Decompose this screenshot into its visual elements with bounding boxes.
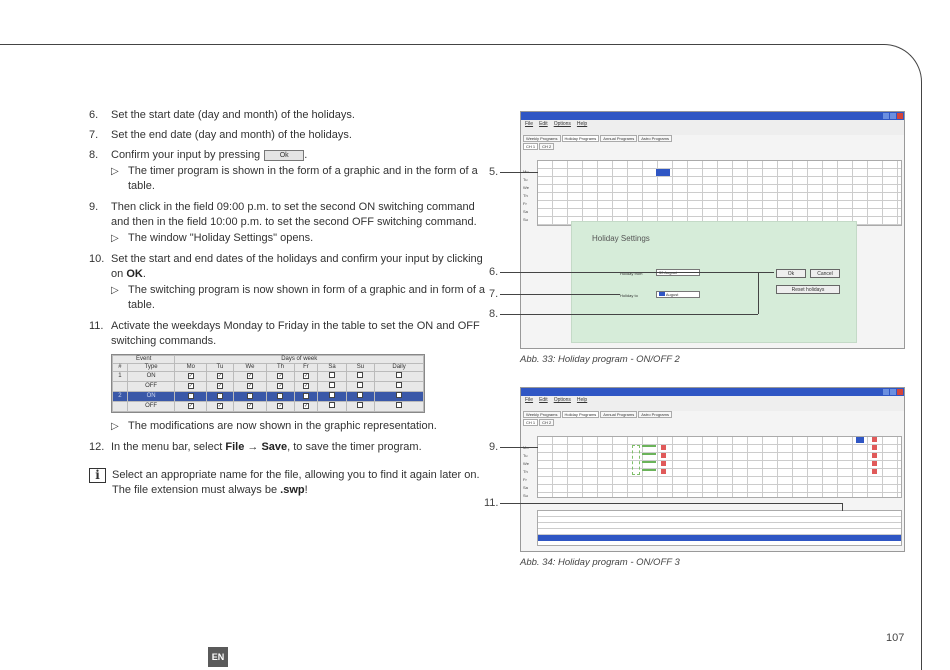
step-12 (89, 440, 489, 455)
note-text-part: Select an appropriate name for the file, allowing you to find it again later on. The file extension must always be (112, 469, 480, 496)
callout-line (758, 272, 759, 314)
callout-line (842, 503, 843, 511)
step-text: Then click in the field 09:00 p.m. to set the second ON switching command and then in the field 10:00 p.m. to set the second OFF switching command. (111, 201, 477, 228)
result-text: The modifications are now shown in the graphic representation. (128, 420, 437, 432)
day-label: Fr (523, 477, 527, 482)
day-label: Su (523, 493, 528, 498)
off-markers (872, 437, 877, 475)
step-text: Activate the weekdays Monday to Friday in the table to set the ON and OFF switching commands. (111, 320, 480, 347)
step-number: 9. (89, 201, 99, 213)
checkbox-checked-icon: ✓ (247, 393, 253, 399)
maximize-icon (890, 113, 896, 119)
tab-channel-2: CH 2 (539, 419, 554, 426)
language-badge: EN (208, 647, 228, 667)
column-header: Fr (294, 364, 318, 372)
menu-help: Help (576, 397, 588, 403)
table-row-selected (113, 392, 424, 402)
callout-line (500, 447, 538, 448)
row-type: OFF (127, 382, 175, 392)
callout-7: 7. (489, 288, 499, 300)
table-row (113, 382, 424, 392)
tab-astro: Astro Programs (638, 135, 672, 142)
step-text-part: In the menu bar, select (111, 441, 223, 453)
day-labels (523, 168, 529, 224)
figure-33-caption: Abb. 33: Holiday program - ON/OFF 2 (520, 354, 680, 365)
result-text: The window "Holiday Settings" opens. (128, 232, 314, 244)
result-text: The timer program is shown in the form of a graphic and in the form of a table. (128, 165, 478, 192)
menu-edit: Edit (539, 397, 548, 403)
info-note (89, 468, 489, 498)
day-label: Th (523, 193, 528, 198)
checkbox-icon (329, 392, 335, 398)
day-label: Mo (523, 169, 529, 174)
off-markers (661, 445, 666, 475)
checkbox-checked-icon: ✓ (247, 403, 253, 409)
callout-8: 8. (489, 308, 499, 320)
checkbox-checked-icon: ✓ (278, 403, 283, 409)
day-selection (659, 292, 665, 296)
checkbox-checked-icon: ✓ (188, 383, 193, 389)
time-grid (537, 160, 902, 226)
column-header: Tu (207, 364, 233, 372)
callout-11: 11. (484, 497, 499, 509)
callout-line (500, 272, 620, 273)
checkbox-checked-icon: ✓ (217, 393, 223, 399)
checkbox-checked-icon: ✓ (217, 403, 223, 409)
arrow-right-icon: → (247, 441, 259, 453)
file-keyword: File (225, 441, 245, 453)
tab-holiday: Holiday Programs (562, 411, 600, 418)
checkbox-checked-icon: ✓ (303, 393, 309, 399)
row-number: 2 (113, 392, 128, 402)
triangle-bullet-icon: ▷ (111, 285, 119, 296)
tab-weekly: Weekly Programs (523, 411, 561, 418)
row-type: OFF (127, 402, 175, 412)
step-text (111, 252, 489, 282)
menu-options: Options (553, 397, 571, 403)
checkbox-checked-icon: ✓ (217, 373, 223, 379)
step-9 (89, 200, 489, 230)
column-header: Type (127, 364, 175, 372)
day-label: Tu (523, 453, 528, 458)
checkbox-checked-icon: ✓ (278, 393, 283, 399)
tab-channel-2: CH 2 (539, 143, 554, 150)
holiday-to-input[interactable] (656, 291, 700, 298)
checkbox-checked-icon: ✓ (278, 373, 283, 379)
callout-line (620, 272, 774, 273)
step-text-tail: , to save the timer program. (287, 441, 422, 453)
menu-options: Options (553, 121, 571, 127)
tab-holiday: Holiday Programs (562, 135, 600, 142)
close-icon (897, 113, 903, 119)
row-type: ON (127, 372, 175, 382)
dialog-title: Holiday Settings (592, 234, 650, 243)
dialog-cancel-button[interactable]: Cancel (810, 269, 840, 278)
day-labels (523, 444, 529, 500)
step-number: 12. (89, 441, 105, 453)
step-number: 11. (89, 320, 104, 332)
menu-bar (521, 396, 904, 404)
step-number: 6. (89, 109, 99, 121)
event-group-header: Event (113, 356, 175, 364)
selected-row (538, 535, 901, 541)
callout-line (500, 294, 620, 295)
tab-astro: Astro Programs (638, 411, 672, 418)
tab-channel-1: CH 1 (523, 419, 538, 426)
step-10-result (111, 283, 489, 313)
step-number: 10. (89, 253, 105, 265)
triangle-bullet-icon: ▷ (111, 166, 119, 177)
step-text-tail: . (142, 268, 146, 280)
column-header: # (113, 364, 128, 372)
checkbox-checked-icon: ✓ (278, 383, 283, 389)
day-label: Th (523, 469, 528, 474)
file-extension: .swp (280, 484, 305, 496)
window-titlebar (521, 388, 904, 396)
checkbox-checked-icon: ✓ (188, 373, 193, 379)
checkbox-checked-icon: ✓ (247, 383, 253, 389)
step-11 (89, 319, 489, 349)
step-text (111, 148, 489, 163)
ok-keyword: OK (126, 268, 143, 280)
save-keyword: Save (261, 441, 288, 453)
step-text: Set the start date (day and month) of the holidays. (111, 109, 355, 121)
holiday-to-label: Holiday to (620, 293, 638, 298)
selected-slot (856, 437, 864, 443)
step-6 (89, 108, 489, 123)
row-type: ON (127, 392, 175, 402)
menu-bar (521, 120, 904, 128)
toolbar (521, 404, 904, 411)
day-label: Su (523, 217, 528, 222)
program-tabs (521, 135, 904, 143)
row-number (113, 402, 128, 412)
checkbox-icon (396, 392, 402, 398)
from-month: August (664, 270, 677, 275)
step-8 (89, 148, 489, 163)
checkbox-icon (396, 372, 402, 378)
checkbox-icon (329, 382, 335, 388)
callout-line (500, 314, 758, 315)
program-tabs (521, 411, 904, 419)
day-label: Fr (523, 201, 527, 206)
day-label: Tu (523, 177, 528, 182)
table-row (113, 372, 424, 382)
holiday-range (642, 445, 656, 475)
channel-tabs (521, 143, 904, 151)
instruction-column (89, 108, 489, 498)
minimize-icon (883, 389, 889, 395)
step-text-tail: . (304, 149, 308, 161)
reset-holidays-button[interactable]: Reset holidays (776, 285, 840, 294)
column-header: We (233, 364, 267, 372)
step-7 (89, 128, 489, 143)
step-text (111, 440, 489, 455)
page-number: 107 (886, 632, 905, 644)
checkbox-icon (329, 402, 335, 408)
toolbar (521, 128, 904, 135)
checkbox-icon (357, 382, 363, 388)
callout-line (500, 172, 538, 173)
tab-weekly: Weekly Programs (523, 135, 561, 142)
triangle-bullet-icon: ▷ (111, 233, 119, 244)
step-8-result (111, 164, 489, 194)
checkbox-icon (329, 372, 335, 378)
step-text: Set the end date (day and month) of the holidays. (111, 129, 352, 141)
tab-annual: Annual Programs (600, 135, 637, 142)
column-header: Daily (375, 364, 424, 372)
step-9-result (111, 231, 489, 246)
row-number: 1 (113, 372, 128, 382)
weekday-table-image (111, 354, 425, 413)
checkbox-icon (396, 382, 402, 388)
column-header: Th (267, 364, 294, 372)
checkbox-checked-icon: ✓ (247, 373, 253, 379)
callout-6: 6. (489, 266, 499, 278)
holiday-from-label: Holiday from (620, 271, 643, 276)
step-number: 7. (89, 129, 99, 141)
minimize-icon (883, 113, 889, 119)
to-month: August (665, 292, 679, 297)
note-text-tail: ! (304, 484, 308, 496)
callout-line (500, 503, 842, 504)
menu-file: File (525, 397, 534, 403)
table-row (113, 402, 424, 412)
from-day: 30 (659, 270, 664, 275)
column-header: Sa (318, 364, 346, 372)
close-icon (897, 389, 903, 395)
day-label: Mo (523, 445, 529, 450)
column-header: Mo (175, 364, 207, 372)
tab-annual: Annual Programs (600, 411, 637, 418)
time-grid (537, 436, 902, 498)
checkbox-icon (357, 372, 363, 378)
day-label: We (523, 185, 529, 190)
holiday-block (632, 445, 640, 475)
day-label: We (523, 461, 529, 466)
row-number (113, 382, 128, 392)
result-text: The switching program is now shown in form of a graphic and in form of a table. (128, 284, 486, 311)
checkbox-checked-icon: ✓ (217, 383, 223, 389)
menu-edit: Edit (539, 121, 548, 127)
info-icon: i (89, 468, 106, 483)
note-text (112, 468, 489, 498)
window-titlebar (521, 112, 904, 120)
step-number: 8. (89, 149, 99, 161)
channel-tabs (521, 419, 904, 427)
checkbox-checked-icon: ✓ (188, 393, 193, 399)
dialog-ok-button[interactable]: Ok (776, 269, 806, 278)
step-10 (89, 252, 489, 282)
tab-channel-1: CH 1 (523, 143, 538, 150)
callout-5: 5. (489, 166, 499, 178)
checkbox-icon (357, 402, 363, 408)
triangle-bullet-icon: ▷ (111, 421, 119, 432)
day-label: Sa (523, 209, 528, 214)
menu-file: File (525, 121, 534, 127)
callout-9: 9. (489, 441, 499, 453)
menu-help: Help (576, 121, 588, 127)
column-header: Su (346, 364, 374, 372)
selected-slot (656, 169, 670, 176)
maximize-icon (890, 389, 896, 395)
days-group-header: Days of week (175, 356, 424, 364)
checkbox-checked-icon: ✓ (188, 403, 193, 409)
checkbox-icon (396, 402, 402, 408)
ok-button-image: Ok (264, 150, 304, 161)
step-11-result (111, 419, 489, 434)
holiday-settings-dialog (571, 221, 857, 343)
event-table (537, 510, 902, 546)
checkbox-checked-icon: ✓ (303, 403, 309, 409)
screenshot-holiday-program (520, 387, 905, 552)
checkbox-checked-icon: ✓ (303, 373, 309, 379)
day-label: Sa (523, 485, 528, 490)
checkbox-checked-icon: ✓ (303, 383, 309, 389)
figure-34-caption: Abb. 34: Holiday program - ON/OFF 3 (520, 557, 680, 568)
step-text-part: Confirm your input by pressing (111, 149, 261, 161)
checkbox-icon (357, 392, 363, 398)
step-text-part: Set the start and end dates of the holidays and confirm your input by clicking on (111, 253, 483, 280)
